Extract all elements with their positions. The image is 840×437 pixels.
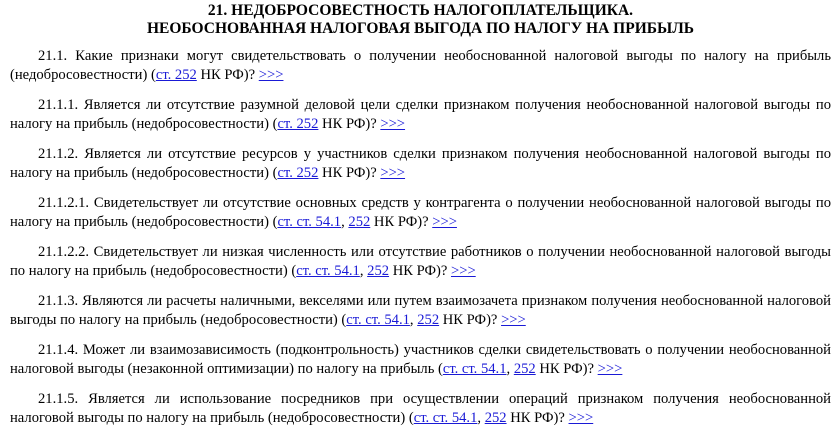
more-link[interactable]: >>>: [432, 213, 457, 230]
more-link[interactable]: >>>: [258, 66, 284, 83]
article-link[interactable]: ст. 252: [277, 164, 319, 181]
more-link[interactable]: >>>: [380, 164, 406, 181]
question-text: 21.1. Какие признаки могут свидетельствовать о получении необоснованной налоговой выгоды по налогу на прибыль (недобросовестности) (: [10, 48, 831, 83]
article-link[interactable]: 252: [417, 311, 440, 328]
question-suffix: НК РФ)?: [318, 164, 381, 181]
question-item: [10, 292, 831, 329]
question-text: 21.1.3. Являются ли расчеты наличными, векселями или путем взаимозачета признаком получения необоснованной налоговой выгоды по налогу на прибыль (недобросовестности) (: [10, 293, 831, 328]
question-item: [10, 390, 831, 427]
question-item: [10, 243, 831, 280]
link-separator: ,: [359, 262, 368, 279]
question-item: [10, 145, 831, 182]
question-text: 21.1.4. Может ли взаимозависимость (подконтрольность) участников сделки свидетельствовать о получении необоснованной налоговой выгоды (незаконной оптимизации) по налогу на прибыль (: [10, 342, 831, 377]
article-link[interactable]: 252: [513, 360, 536, 377]
question-text: 21.1.1. Является ли отсутствие разумной деловой цели сделки признаком получения необоснованной налоговой выгоды по налогу на прибыль (недобросовестности) (: [10, 97, 831, 132]
question-suffix: НК РФ)?: [196, 66, 259, 83]
question-item: [10, 47, 831, 84]
question-text: 21.1.2.1. Свидетельствует ли отсутствие основных средств у контрагента о получении необоснованной налоговой выгоды по налогу на прибыль (недобросовестности) (: [10, 195, 831, 230]
heading-line-2: НЕОБОСНОВАННАЯ НАЛОГОВАЯ ВЫГОДА ПО НАЛОГУ НА ПРИБЫЛЬ: [146, 20, 695, 37]
question-item: [10, 194, 831, 231]
article-link[interactable]: 252: [484, 409, 507, 426]
article-link[interactable]: ст. ст. 54.1: [277, 213, 342, 230]
article-link[interactable]: 252: [348, 213, 371, 230]
question-suffix: НК РФ)?: [506, 409, 569, 426]
article-link[interactable]: 252: [367, 262, 390, 279]
link-separator: ,: [477, 409, 485, 426]
more-link[interactable]: >>>: [597, 360, 623, 377]
question-text: 21.1.2. Является ли отсутствие ресурсов у участников сделки признаком получения необоснованной налоговой выгоды по налогу на прибыль (недобросовестности) (: [10, 146, 831, 181]
question-item: [10, 341, 831, 378]
link-separator: ,: [506, 360, 514, 377]
article-link[interactable]: ст. ст. 54.1: [442, 360, 507, 377]
more-link[interactable]: >>>: [501, 311, 526, 328]
question-text: 21.1.5. Является ли использование посредников при осуществлении операций признаком получения необоснованной налоговой выгоды по налогу на прибыль (недобросовестности) (: [10, 391, 831, 426]
more-link[interactable]: >>>: [568, 409, 594, 426]
article-link[interactable]: ст. ст. 54.1: [413, 409, 478, 426]
article-link[interactable]: ст. 252: [277, 115, 319, 132]
question-text: 21.1.2.2. Свидетельствует ли низкая численность или отсутствие работников о получении необоснованной налоговой выгоды по налогу на прибыль (недобросовестности) (: [10, 244, 831, 279]
question-suffix: НК РФ)?: [318, 115, 381, 132]
question-suffix: НК РФ)?: [389, 262, 451, 279]
section-heading: [10, 2, 831, 38]
question-item: [10, 96, 831, 133]
question-suffix: НК РФ)?: [370, 213, 433, 230]
article-link[interactable]: ст. ст. 54.1: [346, 311, 410, 328]
more-link[interactable]: >>>: [380, 115, 406, 132]
link-separator: ,: [341, 213, 349, 230]
question-suffix: НК РФ)?: [535, 360, 598, 377]
heading-line-1: 21. НЕДОБРОСОВЕСТНОСТЬ НАЛОГОПЛАТЕЛЬЩИКА.: [207, 2, 634, 19]
article-link[interactable]: ст. ст. 54.1: [296, 262, 360, 279]
more-link[interactable]: >>>: [451, 262, 476, 279]
question-suffix: НК РФ)?: [439, 311, 502, 328]
article-link[interactable]: ст. 252: [155, 66, 197, 83]
question-list: [10, 47, 831, 427]
link-separator: ,: [409, 311, 418, 328]
